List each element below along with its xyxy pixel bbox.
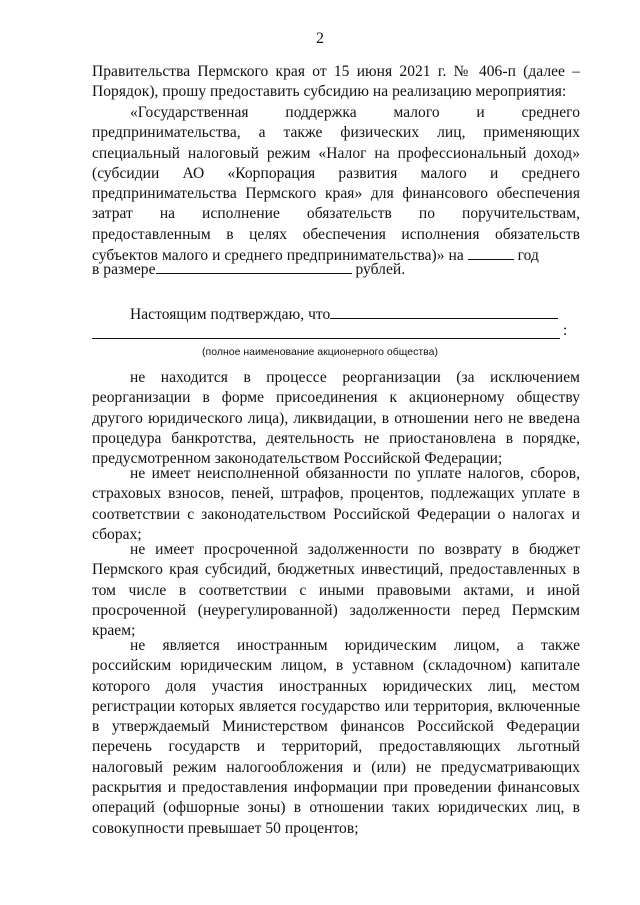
confirm-label: Настоящим подтверждаю, что: [130, 306, 331, 323]
confirm-colon: :: [563, 322, 568, 339]
condition-item: не является иностранным юридическим лицом, а также российским юридическим лицом, в уставном (складочном) капитале которого доля участия иностранных юридических лиц, местом регистрации которых является государство или территория, включенные в утверждаемый Министерством финансов Российской Федерации перечень государств и территорий, предоставляющих льготный налоговый режим налогообложения и (или) не предусматривающих раскрытия и предоставления информации при проведении финансовых операций (офшорные зоны) в отношении таких юридических лиц, в совокупности превышает 50 процентов;: [92, 637, 580, 837]
company-name-blank-1[interactable]: [330, 304, 558, 319]
amount-prefix: в размере: [92, 261, 156, 278]
event-paragraph: [92, 103, 580, 266]
condition-item: не имеет просроченной задолженности по возврату в бюджет Пермского края субсидий, бюджетных инвестиций, предоставленных в том числе в соответствии с иными правовыми актами, и иной просроченной (неурегулированной) задолженности перед Пермским краем;: [92, 541, 580, 640]
page-number: 2: [316, 30, 324, 47]
company-name-blank-2[interactable]: [92, 338, 560, 339]
intro-paragraph: Правительства Пермского края от 15 июня 2021 г. № 406-п (далее – Порядок), прошу предоставить субсидию на реализацию мероприятия:: [92, 63, 580, 101]
year-blank[interactable]: [468, 245, 514, 260]
condition-item: не имеет неисполненной обязанности по уплате налогов, сборов, страховых взносов, пеней, штрафов, процентов, подлежащих уплате в соответствии с законодательством Российской Федерации о налогах и сборах;: [92, 465, 580, 543]
amount-line: [92, 259, 580, 280]
amount-suffix: рублей.: [355, 261, 406, 278]
condition-item: не находится в процессе реорганизации (за исключением реорганизации в форме присоединения к акционерному обществу другого юридического лица), ликвидации, в отношении него не введена процедура банкротства, деятельность не приостановлена в порядке, предусмотренном законодательством Российской Федерации;: [92, 369, 580, 468]
company-name-caption: (полное наименование акционерного общества): [202, 346, 438, 358]
amount-blank[interactable]: [156, 259, 352, 274]
confirm-line: [92, 304, 580, 325]
year-suffix: год: [517, 247, 539, 265]
event-text: «Государственная поддержка малого и среднего предпринимательства, а также физических лиц, применяющих специальный налоговый режим «Налог на профессиональный доход» (субсидии АО «Корпорация развития малого и среднего предпринимательства Пермского края» для финансового обеспечения затрат на исполнение обязательств по поручительствам, предоставленным в целях обеспечения исполнения обязательств субъектов малого и среднего предпринимательства)» на: [92, 104, 580, 265]
